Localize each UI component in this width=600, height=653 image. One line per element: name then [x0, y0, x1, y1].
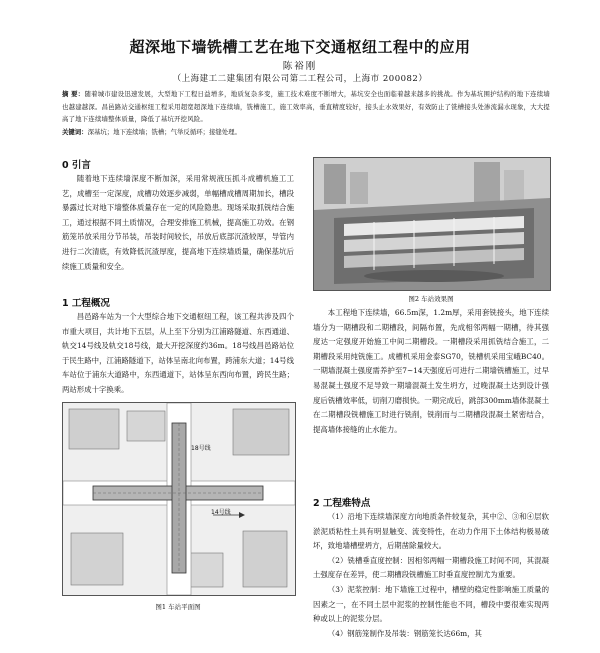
abstract-text: 随着城市建设迅速发展，大型地下工程日益增多，地质复杂多变，施工技术难度不断增大，基坑安全也面临着越来越多的挑战。作为基坑围护结构的地下连续墙也越建越深。昌邑路站交通枢纽工程采用超宽超深地下连续墙，铣槽施工，施工效率高，垂直精度较好，接头止水效果好，有效防止了铣槽接头处渗流漏水现象，大大提高了地下连续墙整体质量，降低了基坑开挖风险。 [62, 90, 551, 123]
author: 陈裕刚 [282, 61, 318, 72]
figure-1-caption: 图1 车站平面图 [155, 603, 201, 611]
right-intro-paragraph: 本工程地下连续墙，66.5m深，1.2m厚，采用套铣接头，地下连续墙分为一期槽段和二期槽段，间隔布置，先成相邻两幅一期槽，待其强度达一定强度开始施工中间二期槽段。一期槽段采用抓铣结合施工，二期槽段采用纯铣施工。成槽机采用金泰SG70，铣槽机采用宝峨BC40。一期墙混凝土强度需养护至7~14天强度后可进行二期墙铣槽施工，过早易混凝土强度不足导致一期墙混凝土发生坍方，过晚混凝土达到设计强度后铣槽效率低，切削刀磨损快。一期完成后，跳部300mm墙体混凝土在二期槽段铣槽施工时进行铣削，铣削而与二期槽段混凝土紧密结合，提高墙体接缝的止水能力。 [313, 308, 549, 434]
section-heading-features: 2 工程难特点 [313, 498, 371, 509]
feature-item-4: （4）钢筋笼制作及吊装：钢筋笼长达66m，其 [327, 628, 482, 638]
right-intro-body [313, 306, 549, 437]
abstract [62, 88, 550, 126]
keywords-label: 关键词： [62, 128, 88, 136]
section-heading-overview: 1 工程概况 [62, 298, 110, 309]
figure-2-caption: 图2 车站效果图 [408, 295, 454, 303]
features-body [313, 510, 549, 641]
feature-item-3: （3）泥浆控制：地下墙施工过程中，槽壁的稳定性影响施工质量的因素之一，在不同土层中泥浆的控制性能也不同，槽段中要很难实现两种或以上的泥浆分层。 [313, 584, 549, 624]
feature-item-1: （1）沿地下连续墙深度方向地质条件较复杂，其中②、③和④层软淤泥质粘性土具有明显触变、流变特性，在动力作用下土体结构极易破坏，致地墙槽壁坍方，后期凿除量较大。 [313, 512, 549, 551]
overview-paragraph: 昌邑路车站为一个大型综合地下交通枢纽工程，该工程共涉及四个市重大项目，共计地下五层，从上至下分别为江浦路隧道、东西通道、轨交14号线及轨交18号线，最大开挖深度约36m。18号线昌邑路站位于民生路中，江浦路隧道下，站体呈南北向布置，跨浦东大道；14号线车站位于浦东大道路中，东西通道下，站体呈东西向布置，跨民生路；两站形成十字换乘。 [62, 312, 294, 394]
station-render-drawing [314, 158, 550, 290]
intro-body [62, 172, 294, 274]
section-heading-intro: 0 引言 [62, 160, 91, 171]
figure-station-render [313, 157, 551, 291]
keywords-text: 深基坑；地下连续墙；铣槽；气举反循环；接缝处理。 [87, 128, 241, 136]
site-plan-label-line14: 14号线 [211, 509, 231, 516]
feature-item-2: （2）铣槽垂直度控制：因相邻两幅一期槽段施工时间不同，其混凝土强度存在差异，使二期槽段铣槽施工时垂直度控制尤为重要。 [313, 555, 549, 580]
intro-paragraph: 随着地下连续墙深度不断加深，采用常规液压抓斗成槽机施工工艺，成槽至一定深度，成槽功效逐步减弱，单幅槽成槽周期加长，槽段暴露过长对地下墙整体质量存在一定的风险隐患。现场采取抓铣结合施工，通过根据不同土质情况，合理安排施工机械，提高施工功效。在钢筋笼吊放采用分节吊装，吊装时间较长，吊放后底部沉渣较厚，导管内进行二次清底，有效降低沉渣厚度，提高地下连续墙质量，确保基坑后续施工质量和安全。 [62, 174, 294, 271]
affiliation: （上海建工二建集团有限公司第二工程公司，上海市 200082） [172, 74, 428, 84]
abstract-label: 摘 要： [62, 90, 85, 98]
paper-title: 超深地下墙铣槽工艺在地下交通枢纽工程中的应用 [129, 38, 471, 56]
site-plan-drawing [63, 403, 295, 595]
keywords [62, 126, 550, 138]
overview-body [62, 310, 294, 398]
figure-site-plan [62, 402, 296, 596]
site-plan-label-line18: 18号线 [191, 445, 211, 452]
